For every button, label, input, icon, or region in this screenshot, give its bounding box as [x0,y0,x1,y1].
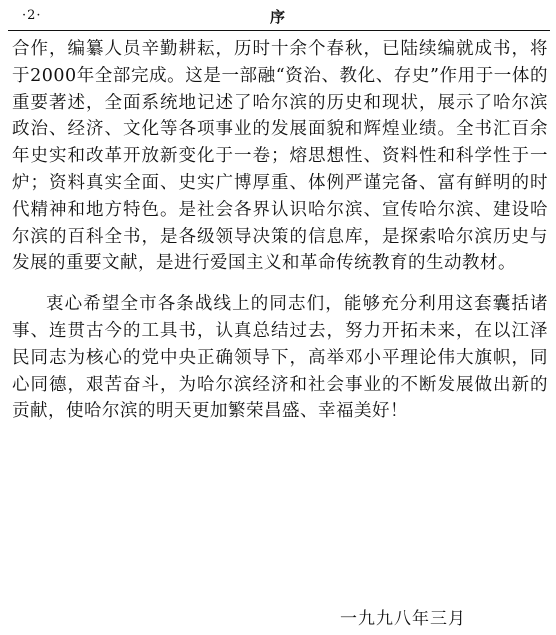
signature-date: 一九九八年三月 [340,609,466,629]
header-rule [8,30,550,31]
running-head: 序 [270,8,286,26]
page-header [8,2,548,28]
page-number: ·2· [22,8,42,23]
paragraph-2: 衷心希望全市各条战线上的同志们，能够充分利用这套囊括诸事、连贯古今的工具书，认真总结过去，努力开拓未来，在以江泽民同志为核心的党中央正确领导下，高举邓小平理论伟大旗帜，同心同德，艰苦奋斗，为哈尔滨经济和社会事业的不断发展做出新的贡献，使哈尔滨的明天更加繁荣昌盛、幸福美好！ [12,294,548,422]
body-text [12,36,548,425]
paragraph-1: 合作，编纂人员辛勤耕耘，历时十余个春秋，已陆续编就成书，将于2000年全部完成。这是一部融“资治、教化、存史”作用于一体的重要著述，全面系统地记述了哈尔滨的历史和现状，展示了哈尔滨政治、经济、文化等各项事业的发展面貌和辉煌业绩。全书汇百余年史实和改革开放新变化于一卷；熔思想性、资料性和科学性于一炉；资料真实全面、史实广博厚重、体例严谨完备、富有鲜明的时代精神和地方特色。是社会各界认识哈尔滨、宣传哈尔滨、建设哈尔滨的百科全书，是各级领导决策的信息库，是探索哈尔滨历史与发展的重要文献，是进行爱国主义和革命传统教育的生动教材。 [12,39,548,274]
